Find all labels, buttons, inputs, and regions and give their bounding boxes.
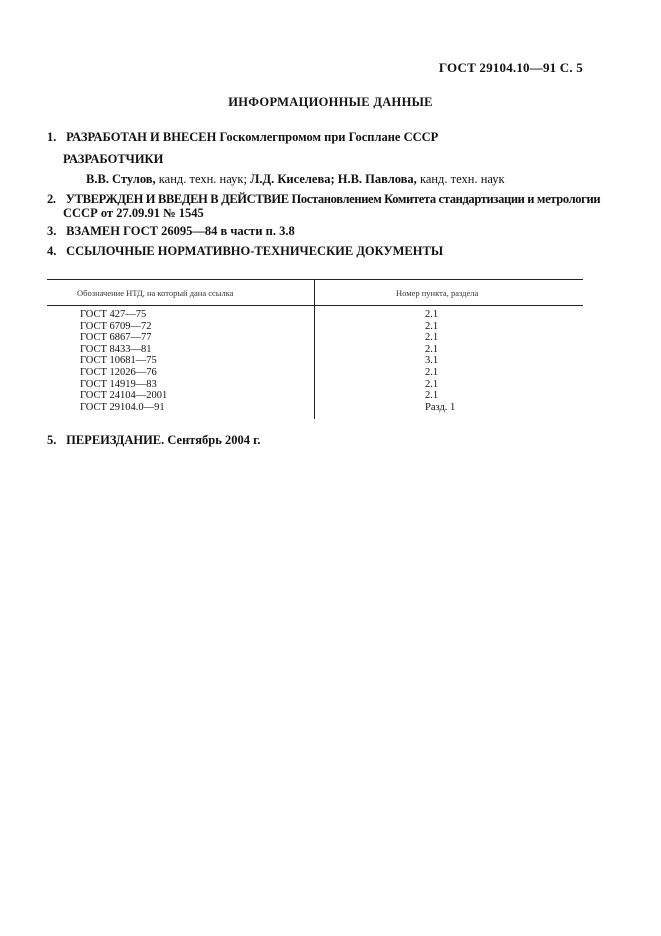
table-header-section: Номер пункта, раздела <box>396 288 479 298</box>
developers-label: РАЗРАБОТЧИКИ <box>63 152 164 166</box>
cell-document: ГОСТ 6867—77 <box>80 332 152 344</box>
table-row <box>47 309 583 321</box>
cell-document: ГОСТ 24104—2001 <box>80 390 168 402</box>
developer-2-name: Л.Д. Киселева; <box>250 172 335 186</box>
table-row <box>47 344 583 356</box>
cell-document: ГОСТ 10681—75 <box>80 355 157 367</box>
section-2 <box>47 192 600 207</box>
table-row <box>47 332 583 344</box>
developer-1-name: В.В. Стулов, <box>86 172 156 186</box>
section-2-text: Постановлением Комитета стандартизации и метрологии <box>291 192 601 206</box>
cell-document: ГОСТ 6709—72 <box>80 320 152 332</box>
section-1 <box>47 130 438 145</box>
table-header-document: Обозначение НТД, на который дана ссылка <box>77 288 234 298</box>
developer-3-name: Н.В. Павлова, <box>337 172 417 186</box>
section-3 <box>47 224 295 239</box>
cell-document: ГОСТ 29104.0—91 <box>80 401 165 413</box>
table-row <box>47 367 583 379</box>
table-header-rule <box>47 305 583 306</box>
section-5-number: 5. <box>47 433 57 447</box>
cell-section: 2.1 <box>425 332 439 344</box>
section-3-number: 3. <box>47 224 57 238</box>
table-row <box>47 402 583 414</box>
table-row <box>47 390 583 402</box>
cell-section: 2.1 <box>425 320 439 332</box>
section-4 <box>47 244 443 259</box>
cell-document: ГОСТ 427—75 <box>80 309 147 320</box>
cell-section: 2.1 <box>425 390 439 402</box>
cell-document: ГОСТ 14919—83 <box>80 378 157 390</box>
cell-document: ГОСТ 12026—76 <box>80 366 157 378</box>
table-row <box>47 379 583 391</box>
page-title: ИНФОРМАЦИОННЫЕ ДАННЫЕ <box>228 95 433 109</box>
table-top-rule <box>47 279 583 280</box>
cell-section: 2.1 <box>425 343 439 355</box>
cell-section: 2.1 <box>425 366 439 378</box>
section-2-number: 2. <box>47 192 56 206</box>
table-row <box>47 355 583 367</box>
section-1-number: 1. <box>47 130 57 144</box>
section-4-heading: ССЫЛОЧНЫЕ НОРМАТИВНО-ТЕХНИЧЕСКИЕ ДОКУМЕНТЫ <box>66 244 444 258</box>
cell-section: Разд. 1 <box>425 401 456 413</box>
reference-table <box>47 279 583 419</box>
section-5 <box>47 433 261 448</box>
section-2-text-line2: СССР от 27.09.91 № 1545 <box>63 206 204 220</box>
page-header-code: ГОСТ 29104.10—91 С. 5 <box>438 60 583 75</box>
section-5-text: ПЕРЕИЗДАНИЕ. Сентябрь 2004 г. <box>66 433 261 447</box>
section-1-text: Госкомлегпромом при Госплане СССР <box>219 130 439 144</box>
section-3-text: ВЗАМЕН ГОСТ 26095—84 в части п. 3.8 <box>66 224 295 238</box>
table-row <box>47 321 583 333</box>
cell-section: 3.1 <box>425 355 439 367</box>
section-2-heading: УТВЕРЖДЕН И ВВЕДЕН В ДЕЙСТВИЕ <box>65 192 289 206</box>
cell-document: ГОСТ 8433—81 <box>80 343 152 355</box>
developers-list <box>86 172 505 187</box>
section-4-number: 4. <box>47 244 57 258</box>
developer-1-title: канд. техн. наук; <box>158 172 247 186</box>
cell-section: 2.1 <box>425 378 439 390</box>
table-body <box>47 309 583 413</box>
cell-section: 2.1 <box>425 309 439 320</box>
section-1-heading: РАЗРАБОТАН И ВНЕСЕН <box>66 130 217 144</box>
developer-3-title: канд. техн. наук <box>419 172 505 186</box>
